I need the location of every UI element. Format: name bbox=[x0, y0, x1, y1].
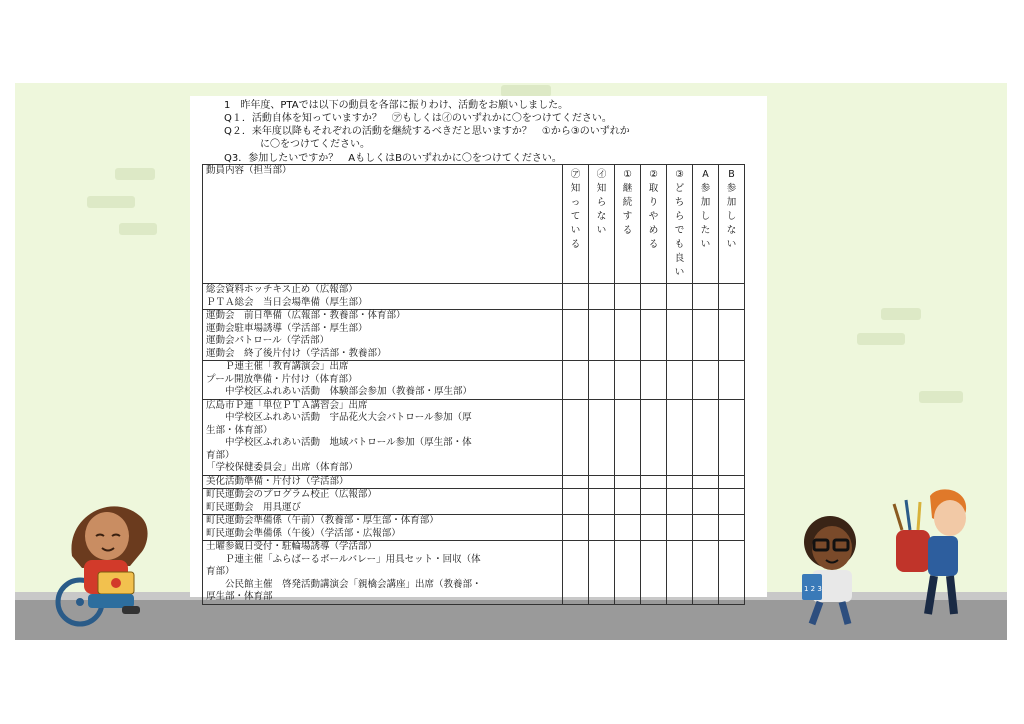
legs bbox=[928, 576, 954, 614]
survey-table bbox=[202, 164, 745, 605]
activity-line: 厚生部・体育部 bbox=[206, 591, 273, 602]
activity-cell bbox=[203, 310, 563, 361]
activity-line: プール開放準備・片付け（体育部） bbox=[206, 373, 358, 385]
answer-cell[interactable] bbox=[719, 515, 745, 541]
activity-line: 中学校区ふれあい活動 宇品花火大会パトロール参加（厚 bbox=[206, 412, 472, 423]
answer-cell[interactable] bbox=[719, 489, 745, 515]
answer-cell[interactable] bbox=[667, 515, 693, 541]
wall-brick bbox=[87, 196, 135, 208]
activity-line: 町民運動会準備係（午後）（学活部・広報部） bbox=[206, 527, 401, 539]
answer-cell[interactable] bbox=[563, 284, 589, 310]
answer-cell[interactable] bbox=[719, 310, 745, 361]
face bbox=[934, 500, 966, 536]
answer-cell[interactable] bbox=[693, 310, 719, 361]
activity-line: 町民運動会準備係（午前）（教養部・厚生部・体育部） bbox=[206, 515, 439, 526]
answer-cell[interactable] bbox=[641, 489, 667, 515]
answer-cell[interactable] bbox=[589, 361, 615, 400]
face bbox=[85, 512, 129, 560]
activity-cell bbox=[203, 284, 563, 310]
pencil-icon bbox=[906, 500, 910, 530]
survey-document bbox=[190, 96, 767, 602]
activity-line: 運動会駐車場誘導（学活部・厚生部） bbox=[206, 322, 368, 334]
answer-cell[interactable] bbox=[615, 475, 641, 489]
answer-cell[interactable] bbox=[615, 361, 641, 400]
question-3: Q3．参加したいですか？ AもしくはBのいずれかに〇をつけてください。 bbox=[224, 153, 562, 164]
question-2: Q２．来年度以降もそれぞれの活動を継続するべきだと思いますか？ ①から③のいずれか bbox=[224, 126, 630, 137]
answer-cell[interactable] bbox=[615, 541, 641, 605]
activity-line: 育部） bbox=[206, 449, 235, 461]
activity-line: 土曜参観日受付・駐輪場誘導（学活部） bbox=[206, 541, 378, 552]
table-row bbox=[203, 310, 745, 361]
header-col-2: ② 取りやめる bbox=[641, 165, 667, 284]
answer-cell[interactable] bbox=[615, 310, 641, 361]
intro-text: 1 昨年度、PTAでは以下の動員を各部に振りわけ、活動をお願いしました。 bbox=[224, 100, 569, 111]
activity-line: Ｐ連主催「ふらばーるボールバレー」用具セット・回収（体 bbox=[206, 553, 481, 565]
answer-cell[interactable] bbox=[667, 399, 693, 475]
answer-cell[interactable] bbox=[667, 541, 693, 605]
activity-line: 総会資料ホッチキス止め（広報部） bbox=[206, 284, 358, 295]
answer-cell[interactable] bbox=[693, 489, 719, 515]
activity-line: 中学校区ふれあい活動 地域パトロール参加（厚生部・体 bbox=[206, 437, 472, 448]
answer-cell[interactable] bbox=[693, 399, 719, 475]
activity-line: 運動会 終了後片付け（学活部・教養部） bbox=[206, 347, 387, 359]
answer-cell[interactable] bbox=[641, 284, 667, 310]
answer-cell[interactable] bbox=[693, 541, 719, 605]
answer-cell[interactable] bbox=[693, 475, 719, 489]
answer-cell[interactable] bbox=[693, 515, 719, 541]
answer-cell[interactable] bbox=[641, 515, 667, 541]
answer-cell[interactable] bbox=[589, 541, 615, 605]
question-2-cont: に〇をつけてください。 bbox=[260, 139, 370, 150]
table-row bbox=[203, 361, 745, 400]
legs bbox=[88, 594, 134, 608]
answer-cell[interactable] bbox=[667, 475, 693, 489]
child-backpack-illustration bbox=[888, 484, 978, 624]
answer-cell[interactable] bbox=[563, 399, 589, 475]
activity-line: 運動会パトロール（学活部） bbox=[206, 335, 330, 346]
table-row bbox=[203, 541, 745, 605]
answer-cell[interactable] bbox=[667, 310, 693, 361]
activity-cell bbox=[203, 475, 563, 489]
pencil-icon bbox=[894, 504, 902, 530]
activity-line: 中学校区ふれあい活動 体験部会参加（教養部・厚生部） bbox=[206, 386, 473, 397]
answer-cell[interactable] bbox=[563, 515, 589, 541]
shoes bbox=[122, 606, 140, 614]
answer-cell[interactable] bbox=[589, 489, 615, 515]
answer-cell[interactable] bbox=[563, 361, 589, 400]
activity-line: 公民館主催 啓発活動講演会「親檎会講座」出席（教養部・ bbox=[206, 578, 482, 590]
activity-line: Ｐ連主催「教育講演会」出席 bbox=[206, 361, 349, 372]
header-col-3: ③ どちらでも良い bbox=[667, 165, 693, 284]
table-row bbox=[203, 475, 745, 489]
answer-cell[interactable] bbox=[719, 541, 745, 605]
pencil-icon bbox=[918, 502, 920, 530]
answer-cell[interactable] bbox=[589, 284, 615, 310]
wall-brick bbox=[115, 168, 155, 180]
wall-brick bbox=[857, 333, 905, 345]
legs bbox=[812, 602, 848, 624]
answer-cell[interactable] bbox=[589, 515, 615, 541]
activity-line: 町民運動会 用具運び bbox=[206, 501, 302, 513]
answer-cell[interactable] bbox=[693, 284, 719, 310]
header-col-A: A 参加したい bbox=[693, 165, 719, 284]
answer-cell[interactable] bbox=[563, 475, 589, 489]
activity-cell bbox=[203, 399, 563, 475]
shirt bbox=[928, 536, 958, 576]
answer-cell[interactable] bbox=[719, 361, 745, 400]
answer-cell[interactable] bbox=[667, 489, 693, 515]
table-header-row bbox=[203, 165, 745, 284]
table-row bbox=[203, 489, 745, 515]
header-col-1: ① 継続する bbox=[615, 165, 641, 284]
answer-cell[interactable] bbox=[615, 399, 641, 475]
activity-line: 町民運動会のプログラム校正（広報部） bbox=[206, 489, 377, 500]
table-row bbox=[203, 399, 745, 475]
answer-cell[interactable] bbox=[693, 361, 719, 400]
wall-brick bbox=[119, 223, 157, 235]
header-col-B: B 参加しない bbox=[719, 165, 745, 284]
question-1: Q１．活動自体を知っていますか？ ㋐もしくは㋑のいずれかに〇をつけてください。 bbox=[224, 113, 612, 124]
answer-cell[interactable] bbox=[589, 475, 615, 489]
answer-cell[interactable] bbox=[589, 399, 615, 475]
activity-line: 運動会 前日準備（広報部・教養部・体育部） bbox=[206, 310, 406, 321]
header-col-a: ㋐ 知っている bbox=[563, 165, 589, 284]
activity-line: ＰＴＡ総会 当日会場準備（厚生部） bbox=[206, 296, 368, 308]
activity-cell bbox=[203, 515, 563, 541]
activity-cell bbox=[203, 541, 563, 605]
header-col-i: ㋑ 知らない bbox=[589, 165, 615, 284]
wheel-hub bbox=[76, 598, 84, 606]
answer-cell[interactable] bbox=[641, 310, 667, 361]
answer-cell[interactable] bbox=[615, 284, 641, 310]
answer-cell[interactable] bbox=[615, 489, 641, 515]
activity-line: 美化活動準備・片付け（学活部） bbox=[206, 475, 349, 487]
activity-line: 育部） bbox=[206, 566, 235, 577]
answer-cell[interactable] bbox=[719, 475, 745, 489]
answer-cell[interactable] bbox=[563, 489, 589, 515]
table-row bbox=[203, 284, 745, 310]
child-glasses-illustration bbox=[790, 512, 870, 632]
activity-cell bbox=[203, 489, 563, 515]
activity-line: 生部・体育部） bbox=[206, 424, 273, 436]
answer-cell[interactable] bbox=[641, 475, 667, 489]
answer-cell[interactable] bbox=[641, 361, 667, 400]
answer-cell[interactable] bbox=[641, 541, 667, 605]
table-row bbox=[203, 515, 745, 541]
backpack-icon bbox=[896, 530, 930, 572]
wall-brick bbox=[881, 308, 921, 320]
child-wheelchair-illustration bbox=[52, 496, 162, 628]
answer-cell[interactable] bbox=[563, 541, 589, 605]
activity-line: 広島市Ｐ連「単位ＰＴＡ講習会」出席 bbox=[206, 399, 368, 411]
answer-cell[interactable] bbox=[719, 284, 745, 310]
answer-cell[interactable] bbox=[641, 399, 667, 475]
answer-cell[interactable] bbox=[615, 515, 641, 541]
wall-brick bbox=[919, 391, 963, 403]
activity-cell bbox=[203, 361, 563, 400]
answer-cell[interactable] bbox=[589, 310, 615, 361]
activity-line: 「学校保健委員会」出席（体育部） bbox=[206, 462, 359, 473]
apple-icon bbox=[111, 578, 121, 588]
answer-cell[interactable] bbox=[563, 310, 589, 361]
answer-cell[interactable] bbox=[719, 399, 745, 475]
answer-cell[interactable] bbox=[667, 361, 693, 400]
header-activity: 動員内容（担当部） bbox=[203, 165, 563, 284]
book-label: 1 2 3 bbox=[804, 585, 822, 593]
answer-cell[interactable] bbox=[667, 284, 693, 310]
